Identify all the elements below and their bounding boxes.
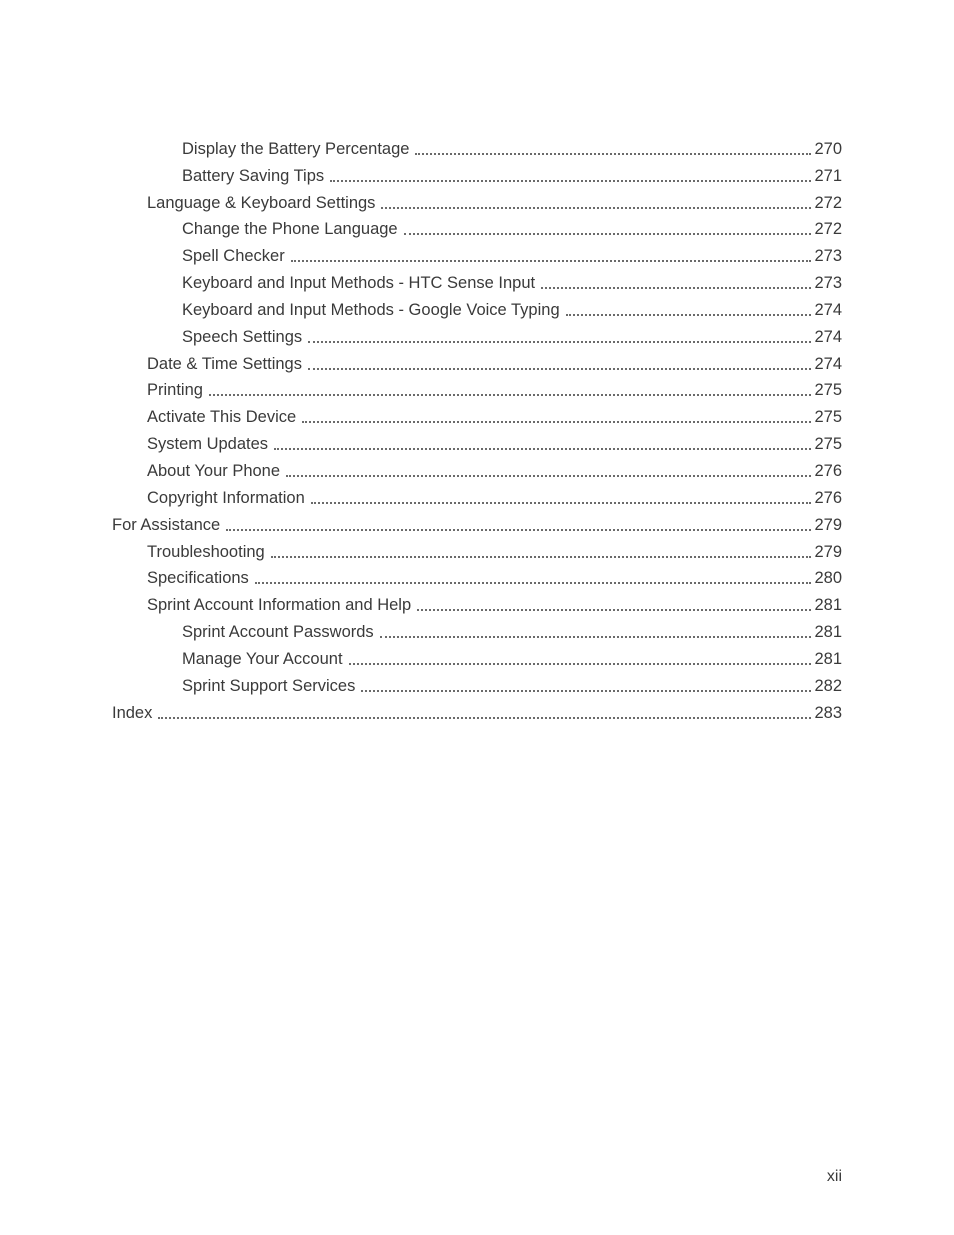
dot-leader — [255, 582, 812, 584]
toc-entry-title[interactable]: Speech Settings — [182, 327, 303, 346]
toc-entry[interactable] — [0, 213, 954, 240]
toc-entry-page[interactable]: 281 — [814, 596, 842, 615]
toc-entry-title[interactable]: Activate This Device — [147, 408, 297, 427]
dot-leader — [308, 341, 811, 343]
dot-leader — [286, 475, 811, 477]
toc-entry[interactable] — [0, 374, 954, 401]
toc-entry-title[interactable]: Change the Phone Language — [182, 220, 398, 239]
toc-entry-page[interactable]: 274 — [814, 354, 842, 373]
toc-entry-page[interactable]: 283 — [814, 703, 842, 722]
toc-entry[interactable] — [0, 427, 954, 454]
toc-entry-title[interactable]: Keyboard and Input Methods - HTC Sense Input — [182, 274, 536, 293]
toc-entry-title[interactable]: Sprint Account Information and Help — [147, 596, 412, 615]
toc-entry[interactable] — [0, 400, 954, 427]
dot-leader — [541, 287, 811, 289]
toc-entry[interactable] — [0, 615, 954, 642]
dot-leader — [311, 502, 812, 504]
toc-entry[interactable] — [0, 669, 954, 696]
toc-entry-page[interactable]: 280 — [814, 569, 842, 588]
toc-entry-page[interactable]: 273 — [814, 274, 842, 293]
toc-entry-page[interactable]: 271 — [814, 166, 842, 185]
toc-entry-title[interactable]: Keyboard and Input Methods - Google Voice Typing — [182, 300, 560, 319]
toc-entry[interactable] — [0, 293, 954, 320]
toc-entry-title[interactable]: Display the Battery Percentage — [182, 139, 410, 158]
toc-entry-page[interactable]: 276 — [814, 488, 842, 507]
toc-entry-title[interactable]: Sprint Account Passwords — [182, 623, 374, 642]
toc-entry-title[interactable]: Index — [112, 703, 153, 722]
toc-entry[interactable] — [0, 320, 954, 347]
dot-leader — [330, 180, 811, 182]
toc-entry[interactable] — [0, 696, 954, 723]
dot-leader — [415, 153, 811, 155]
toc-entry-title[interactable]: About Your Phone — [147, 461, 281, 480]
toc-entry-title[interactable]: For Assistance — [112, 515, 221, 534]
toc-entry-title[interactable]: Specifications — [147, 569, 249, 588]
toc-entry-page[interactable]: 275 — [814, 381, 842, 400]
toc-entry-title[interactable]: Manage Your Account — [182, 649, 343, 668]
toc-entry[interactable] — [0, 642, 954, 669]
toc-entry-title[interactable]: Troubleshooting — [147, 542, 265, 561]
toc-entry-title[interactable]: Copyright Information — [147, 488, 305, 507]
dot-leader — [381, 207, 811, 209]
toc-entry-page[interactable]: 279 — [814, 515, 842, 534]
toc-entry[interactable] — [0, 132, 954, 159]
dot-leader — [380, 636, 812, 638]
toc-entry-page[interactable]: 279 — [814, 542, 842, 561]
dot-leader — [308, 368, 811, 370]
dot-leader — [404, 233, 812, 235]
dot-leader — [226, 529, 811, 531]
toc-entry-title[interactable]: Spell Checker — [182, 247, 285, 266]
toc-entry[interactable] — [0, 535, 954, 562]
dot-leader — [349, 663, 812, 665]
toc-entry-page[interactable]: 273 — [814, 247, 842, 266]
toc-entry-page[interactable]: 272 — [814, 220, 842, 239]
toc-entry-page[interactable]: 270 — [814, 139, 842, 158]
toc-entry-title[interactable]: Language & Keyboard Settings — [147, 193, 376, 212]
toc-entry-page[interactable]: 274 — [814, 327, 842, 346]
dot-leader — [209, 394, 812, 396]
toc-entry[interactable] — [0, 508, 954, 535]
toc-entry[interactable] — [0, 239, 954, 266]
toc-entry-page[interactable]: 272 — [814, 193, 842, 212]
toc-entry[interactable] — [0, 481, 954, 508]
dot-leader — [271, 556, 812, 558]
dot-leader — [417, 609, 811, 611]
toc-entry-page[interactable]: 274 — [814, 300, 842, 319]
toc-entry[interactable] — [0, 159, 954, 186]
table-of-contents — [0, 132, 954, 723]
dot-leader — [361, 690, 811, 692]
toc-entry-page[interactable]: 282 — [814, 676, 842, 695]
toc-entry-title[interactable]: Date & Time Settings — [147, 354, 302, 373]
toc-entry[interactable] — [0, 588, 954, 615]
toc-entry-page[interactable]: 281 — [814, 649, 842, 668]
dot-leader — [566, 314, 812, 316]
dot-leader — [302, 421, 811, 423]
page-number: xii — [826, 1168, 842, 1185]
dot-leader — [158, 717, 811, 719]
toc-entry[interactable] — [0, 266, 954, 293]
toc-entry[interactable] — [0, 186, 954, 213]
toc-entry-title[interactable]: System Updates — [147, 435, 269, 454]
toc-entry-title[interactable]: Battery Saving Tips — [182, 166, 325, 185]
toc-entry-title[interactable]: Sprint Support Services — [182, 676, 356, 695]
dot-leader — [291, 260, 812, 262]
toc-entry[interactable] — [0, 347, 954, 374]
toc-entry-page[interactable]: 281 — [814, 623, 842, 642]
toc-entry-page[interactable]: 275 — [814, 408, 842, 427]
toc-entry-page[interactable]: 275 — [814, 435, 842, 454]
toc-entry[interactable] — [0, 454, 954, 481]
toc-entry-page[interactable]: 276 — [814, 461, 842, 480]
toc-entry-title[interactable]: Printing — [147, 381, 203, 400]
toc-entry[interactable] — [0, 562, 954, 589]
dot-leader — [274, 448, 811, 450]
